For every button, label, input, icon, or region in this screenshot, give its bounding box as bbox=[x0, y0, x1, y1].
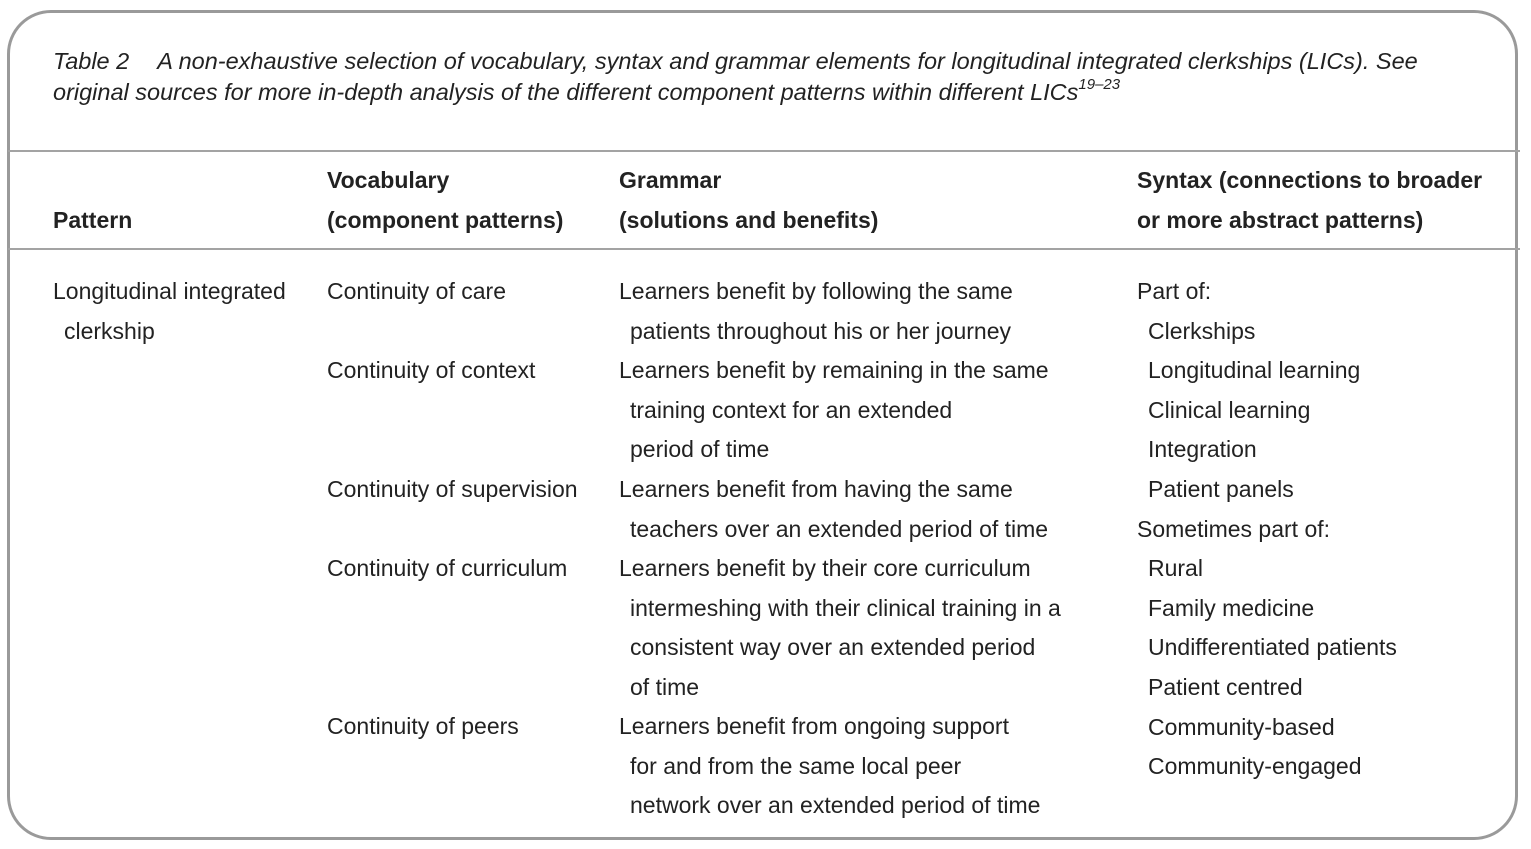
grammar-cell-curriculum: Learners benefit by their core curriculum intermeshing with their clinical training in a consistent way over an extended period of time bbox=[619, 555, 1061, 700]
syntax-sometimes-heading: Sometimes part of: bbox=[1137, 515, 1331, 542]
header-syntax: Syntax (connections to broader or more abstract patterns) bbox=[1137, 167, 1483, 233]
grammar-cell-supervision: Learners benefit from having the same teachers over an extended period of time bbox=[619, 476, 1049, 542]
grammar-cell-care: Learners benefit by following the same patients throughout his or her journey bbox=[619, 278, 1013, 344]
syntax-item: Clerkships bbox=[1148, 317, 1256, 344]
syntax-item: Integration bbox=[1148, 436, 1257, 463]
vocabulary-cell-care: Continuity of care bbox=[327, 278, 506, 304]
syntax-cell bbox=[1137, 272, 1397, 787]
syntax-item: Rural bbox=[1148, 555, 1203, 582]
syntax-item: Clinical learning bbox=[1148, 396, 1311, 423]
vocabulary-cell-peers: Continuity of peers bbox=[327, 713, 519, 739]
caption-text: A non-exhaustive selection of vocabulary, syntax and grammar elements for longitudinal integrated clerkships (LICs). See original sources for more in-depth analysis of the different component patterns within different LICs bbox=[53, 48, 1418, 105]
header-grammar: Grammar (solutions and benefits) bbox=[619, 167, 879, 233]
syntax-item: Patient centred bbox=[1148, 673, 1303, 700]
syntax-item: Undifferentiated patients bbox=[1148, 634, 1397, 661]
syntax-item: Community-based bbox=[1148, 713, 1335, 740]
header-top-rule bbox=[8, 150, 1520, 152]
syntax-item: Community-engaged bbox=[1148, 753, 1362, 780]
caption-reference: 19–23 bbox=[1078, 76, 1121, 94]
vocabulary-cell-supervision: Continuity of supervision bbox=[327, 476, 578, 502]
syntax-item: Family medicine bbox=[1148, 594, 1315, 621]
header-vocabulary: Vocabulary (component patterns) bbox=[327, 167, 564, 233]
header-bottom-rule bbox=[8, 248, 1520, 250]
syntax-part-of-heading: Part of: bbox=[1137, 278, 1212, 304]
syntax-item: Patient panels bbox=[1148, 475, 1294, 502]
vocabulary-cell-context: Continuity of context bbox=[327, 357, 536, 383]
grammar-cell-peers: Learners benefit from ongoing support for and from the same local peer network over an extended period of time bbox=[619, 713, 1041, 819]
pattern-cell: Longitudinal integrated clerkship bbox=[53, 278, 286, 344]
header-pattern: Pattern bbox=[53, 207, 133, 233]
vocabulary-cell-curriculum: Continuity of curriculum bbox=[327, 555, 568, 581]
grammar-cell-context: Learners benefit by remaining in the same training context for an extended period of time bbox=[619, 357, 1049, 463]
syntax-item: Longitudinal learning bbox=[1148, 357, 1361, 384]
table-caption bbox=[53, 46, 1473, 108]
table-label: Table 2 bbox=[53, 48, 130, 74]
